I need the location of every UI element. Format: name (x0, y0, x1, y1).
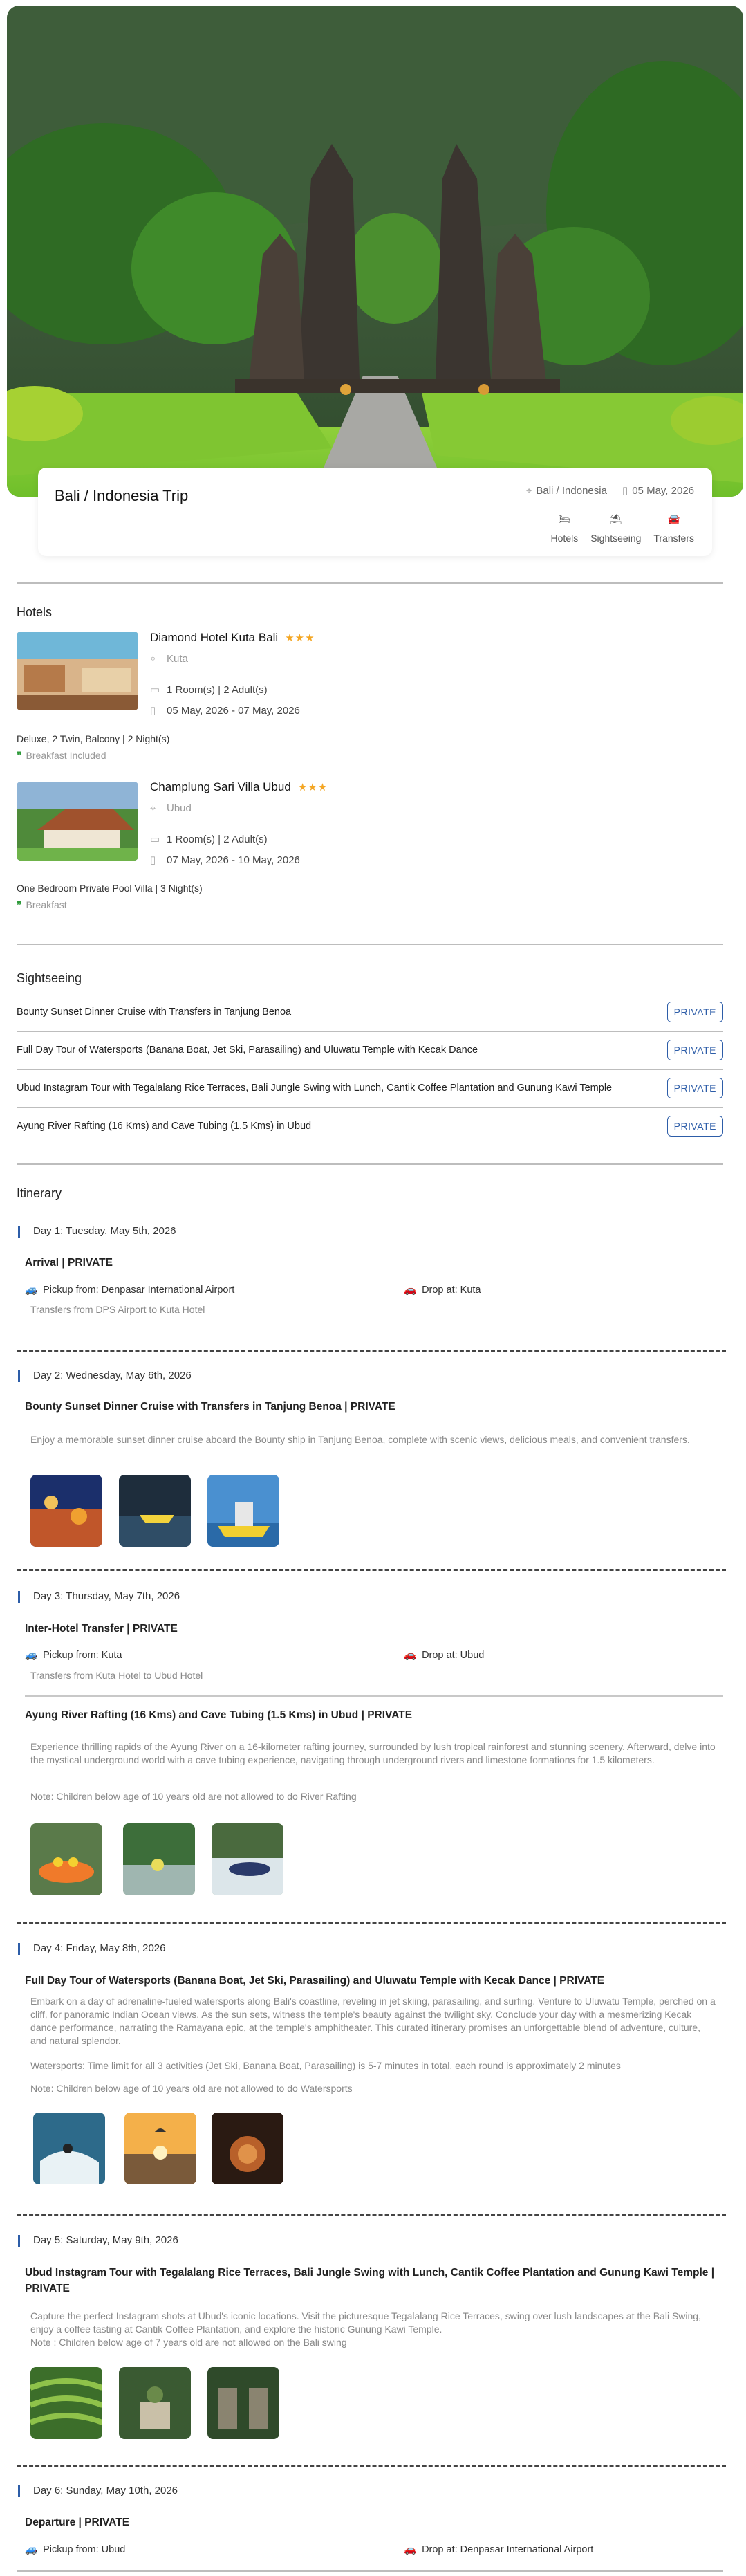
day-separator (17, 1922, 726, 1924)
pickup-info: 🚙 Pickup from: Ubud (25, 2544, 126, 2555)
activity-photo[interactable] (30, 2367, 102, 2439)
activity-note: Note: Children below age of 10 years old are not allowed to do River Rafting (30, 1791, 357, 1802)
activity-title: Arrival | PRIVATE (25, 1257, 113, 1269)
car-icon: 🚙 (25, 1285, 38, 1296)
calendar-icon: ▯ (622, 485, 628, 497)
bed-icon: ▭ (150, 684, 160, 696)
car-icon: 🚗 (404, 1285, 417, 1296)
bed-icon: 🛏 (558, 513, 571, 524)
hotel-name[interactable]: Diamond Hotel Kuta Bali ★★★ (150, 631, 315, 644)
sightseeing-row[interactable] (17, 994, 723, 1032)
meal-plan: ❞ Breakfast (17, 899, 67, 910)
activity-title-continued: PRIVATE (25, 2283, 70, 2294)
activity-note: Note: Children below age of 10 years old are not allowed to do Watersports (30, 2083, 353, 2094)
day-separator (17, 1350, 726, 1352)
drop-info: 🚗 Drop at: Kuta (404, 1285, 481, 1296)
private-badge: PRIVATE (667, 1078, 723, 1098)
activity-title: Ubud Instagram Tour with Tegalalang Rice Terraces, Bali Jungle Swing with Lunch, Cantik Coffee Plantation and Gunung Kawi Temple | (25, 2267, 715, 2279)
day-separator (17, 1569, 726, 1571)
activity-photo[interactable] (33, 2113, 105, 2184)
sightseeing-heading: Sightseeing (17, 971, 82, 985)
trip-summary-card (38, 468, 712, 556)
calendar-icon: ▯ (150, 854, 156, 866)
transfer-note: Transfers from Kuta Hotel to Ubud Hotel (30, 1670, 203, 1681)
day-separator (17, 2465, 726, 2467)
hotel-image (17, 632, 138, 710)
sightseeing-name: Ubud Instagram Tour with Tegalalang Rice Terraces, Bali Jungle Swing with Lunch, Cantik Coffee Plantation and Gunung Kawi Temple (17, 1083, 613, 1094)
map-pin-icon: ⌖ (150, 653, 156, 665)
trip-meta (526, 484, 694, 497)
hotel-dates: ▯ 07 May, 2026 - 10 May, 2026 (150, 854, 300, 866)
pickup-info: 🚙 Pickup from: Denpasar International Airport (25, 1285, 235, 1296)
hotel-occupancy: ▭ 1 Room(s) | 2 Adult(s) (150, 684, 268, 696)
trip-location: ⌖ Bali / Indonesia (525, 484, 607, 497)
map-pin-icon: ⌖ (525, 484, 532, 497)
pickup-info: 🚙 Pickup from: Kuta (25, 1650, 122, 1661)
hotel-location: ⌖ Ubud (150, 802, 192, 814)
private-badge: PRIVATE (667, 1040, 723, 1060)
car-icon: 🚙 (25, 2544, 38, 2555)
drop-info: 🚗 Drop at: Ubud (404, 1650, 485, 1661)
hotel-occupancy: ▭ 1 Room(s) | 2 Adult(s) (150, 834, 268, 845)
service-hotels[interactable]: 🛏 Hotels (550, 513, 579, 544)
hotel-image (17, 782, 138, 861)
activity-title: Departure | PRIVATE (25, 2517, 130, 2528)
hotels-heading: Hotels (17, 605, 53, 619)
hero-image (7, 6, 743, 497)
private-badge: PRIVATE (667, 1002, 723, 1022)
activity-description: Experience thrilling rapids of the Ayung River on a 16-kilometer rafting journey, surrounded by lush tropical rainforest and stunning scenery. Afterward, delve into the mystical underground world with a cave tubing experience, navigating through underground rivers and limestone formations for 1.5 kilometers. (30, 1741, 716, 1765)
activity-description: Capture the perfect Instagram shots at Ubud's iconic locations. Visit the picturesque Tegalalang Rice Terraces, swing over lush landscapes at the Bali Swing, enjoy a coffee tasting at Cantik Coffee Plantation, and explore the historic Gunung Kawi Temple. (30, 2310, 701, 2335)
hotel-name[interactable]: Champlung Sari Villa Ubud ★★★ (150, 780, 328, 793)
sightseeing-icon: ⛱ (609, 513, 622, 524)
room-description: One Bedroom Private Pool Villa | 3 Night(s) (17, 883, 203, 894)
bed-icon: ▭ (150, 834, 160, 845)
divider (25, 1695, 723, 1697)
activity-photo[interactable] (119, 1475, 191, 1547)
service-sightseeing[interactable]: ⛱ Sightseeing (590, 513, 642, 544)
activity-photo[interactable] (30, 1823, 102, 1895)
day-label: Day 5: Saturday, May 9th, 2026 (18, 2234, 178, 2246)
sightseeing-name: Bounty Sunset Dinner Cruise with Transfers in Tanjung Benoa (17, 1006, 292, 1018)
activity-photo[interactable] (30, 1475, 102, 1547)
sightseeing-row[interactable] (17, 1108, 723, 1146)
transfer-note: Transfers from DPS Airport to Kuta Hotel (30, 1304, 205, 1315)
sightseeing-name: Ayung River Rafting (16 Kms) and Cave Tubing (1.5 Kms) in Ubud (17, 1121, 312, 1132)
activity-description: Embark on a day of adrenaline-fueled watersports along Bali's coastline, reveling in jet skiing, parasailing, and surfing. Venture to Uluwatu Temple, perched on a cliff, for panoramic Indian Ocean views. As the sun sets, witness the temple's beauty against the twilight sky. Conclude your day with a mesmerizing Kecak dance performance, narrating the Ramayana epic, at the temple's amphitheater. This curated itinerary promises an unforgettable blend of adventure, culture, and natural splendor. (30, 1996, 716, 2046)
activity-photo[interactable] (119, 2367, 191, 2439)
room-description: Deluxe, 2 Twin, Balcony | 2 Night(s) (17, 733, 170, 744)
car-icon: 🚘 (667, 513, 680, 524)
car-icon: 🚗 (404, 2544, 417, 2555)
activity-photo[interactable] (207, 1475, 279, 1547)
activity-title: Ayung River Rafting (16 Kms) and Cave Tubing (1.5 Kms) in Ubud | PRIVATE (25, 1709, 413, 1721)
private-badge: PRIVATE (667, 1116, 723, 1137)
sightseeing-row[interactable] (17, 1070, 723, 1108)
service-transfers[interactable]: 🚘 Transfers (653, 513, 694, 544)
map-pin-icon: ⌖ (150, 802, 156, 814)
divider (17, 582, 723, 584)
car-icon: 🚙 (25, 1650, 38, 1661)
day-label: Day 1: Tuesday, May 5th, 2026 (18, 1225, 176, 1237)
quote-icon: ❞ (17, 750, 22, 761)
activity-note: Note : Children below age of 7 years old are not allowed on the Bali swing (30, 2337, 347, 2348)
divider (17, 1163, 723, 1165)
star-rating: ★★★ (297, 782, 328, 793)
activity-title: Full Day Tour of Watersports (Banana Boat, Jet Ski, Parasailing) and Uluwatu Temple with Kecak Dance | PRIVATE (25, 1975, 605, 1987)
activity-photo[interactable] (212, 1823, 283, 1895)
activity-photo[interactable] (124, 2113, 196, 2184)
activity-title: Inter-Hotel Transfer | PRIVATE (25, 1623, 178, 1635)
hotel-dates: ▯ 05 May, 2026 - 07 May, 2026 (150, 705, 300, 717)
day-label: Day 2: Wednesday, May 6th, 2026 (18, 1370, 192, 1381)
sightseeing-name: Full Day Tour of Watersports (Banana Boat, Jet Ski, Parasailing) and Uluwatu Temple with Kecak Dance (17, 1045, 478, 1056)
divider (17, 944, 723, 945)
day-label: Day 4: Friday, May 8th, 2026 (18, 1942, 165, 1954)
calendar-icon: ▯ (150, 705, 156, 717)
activity-description: Enjoy a memorable sunset dinner cruise aboard the Bounty ship in Tanjung Benoa, complete with scenic views, delicious meals, and convenient transfers. (30, 1434, 690, 1445)
trip-date: ▯ 05 May, 2026 (622, 485, 694, 497)
activity-photo[interactable] (207, 2367, 279, 2439)
activity-note: Watersports: Time limit for all 3 activities (Jet Ski, Banana Boat, Parasailing) is 5-7 minutes in total, each round is approximately 2 minutes (30, 2060, 621, 2071)
activity-photo[interactable] (212, 2113, 283, 2184)
divider (17, 2570, 723, 2572)
car-icon: 🚗 (404, 1650, 417, 1661)
itinerary-heading: Itinerary (17, 1186, 62, 1200)
quote-icon: ❞ (17, 899, 22, 910)
day-separator (17, 2214, 726, 2216)
hotel-location: ⌖ Kuta (150, 653, 188, 665)
drop-info: 🚗 Drop at: Denpasar International Airport (404, 2544, 594, 2555)
trip-title: Bali / Indonesia Trip (55, 487, 189, 504)
meal-plan: ❞ Breakfast Included (17, 750, 106, 761)
day-label: Day 6: Sunday, May 10th, 2026 (18, 2485, 178, 2496)
sightseeing-row[interactable] (17, 1032, 723, 1070)
day-label: Day 3: Thursday, May 7th, 2026 (18, 1590, 180, 1602)
service-tabs (551, 513, 694, 544)
star-rating: ★★★ (285, 632, 315, 644)
activity-photo[interactable] (123, 1823, 195, 1895)
activity-title: Bounty Sunset Dinner Cruise with Transfers in Tanjung Benoa | PRIVATE (25, 1401, 395, 1413)
